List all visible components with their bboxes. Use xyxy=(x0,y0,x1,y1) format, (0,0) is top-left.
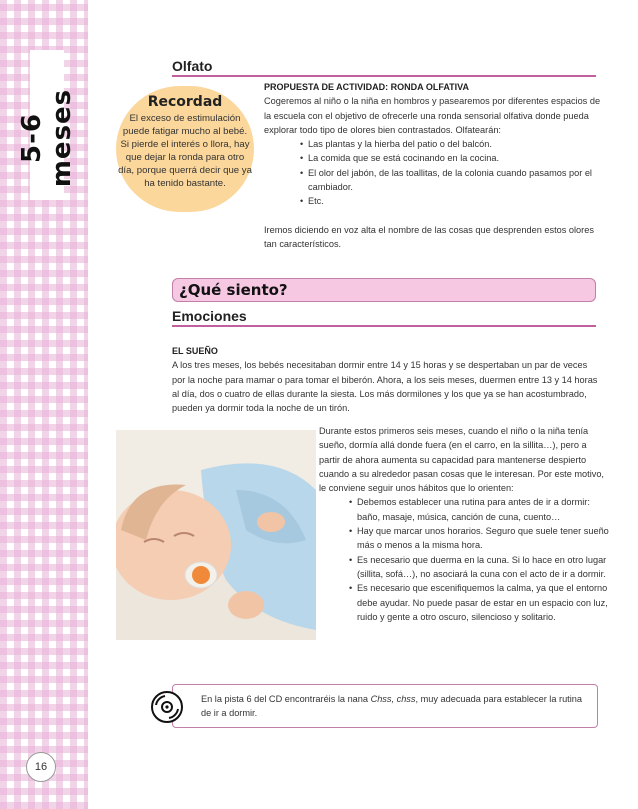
cd-note-box xyxy=(172,684,598,728)
list-item: • Hay que marcar unos horarios. Seguro que suele tener sueño más o menos a la misma hora. xyxy=(357,524,609,553)
age-tab xyxy=(17,50,77,200)
list-item: • La comida que se está cocinando en la cocina. xyxy=(308,151,604,165)
que-siento-banner xyxy=(172,278,596,302)
sleeping-baby-photo xyxy=(116,430,316,640)
age-label: 5-6 meses xyxy=(17,88,77,188)
list-item: • El olor del jabón, de las toallitas, de la colonia cuando pasamos por el cambiador. xyxy=(308,166,604,195)
list-item: • Es necesario que escenifiquemos la calma, ya que el entorno debe ayudar. No puede pasar de estar en un espacio con luz, ruido y gente a otro oscuro, silencioso y solitario. xyxy=(357,581,609,624)
list-item: • Etc. xyxy=(308,194,604,208)
page-number: 16 xyxy=(26,752,56,782)
recordad-callout xyxy=(116,86,254,212)
que-siento-title: ¿Qué siento? xyxy=(179,281,288,299)
activity-intro: Cogeremos al niño o la niña en hombros y pasearemos por diferentes espacios de la escuela con el objetivo de ofrecerle una ronda sensorial olfativa donde pueda explorar todo tipo de olores bien contrastados. Olfatearán: xyxy=(264,96,601,135)
sueno-block xyxy=(172,344,602,415)
activity-title: PROPUESTA DE ACTIVIDAD: RONDA OLFATIVA xyxy=(264,82,470,92)
durante-block xyxy=(319,424,609,624)
sueno-title: EL SUEÑO xyxy=(172,346,218,356)
durante-text: Durante estos primeros seis meses, cuando el niño o la niña tenía sueño, dormía allá donde fuera (en el carro, en la sillita…), pero a partir de ahora aumenta su capacidad para mantenerse despierto cuando a su alrededor pasan cosas que le interesan. Por este motivo, le conviene seguir unos hábitos que lo orienten: xyxy=(319,426,604,494)
emociones-heading: Emociones xyxy=(172,308,596,327)
list-item: • Es necesario que duerma en la cuna. Si lo hace en otro lugar (sillita, sofá…), no asociará la cuna con el acto de ir a dormir. xyxy=(357,553,609,582)
olfato-heading: Olfato xyxy=(172,58,596,77)
smell-list xyxy=(264,137,604,208)
habits-list xyxy=(319,495,609,624)
activity-block xyxy=(264,80,604,251)
list-item: • Debemos establecer una rutina para antes de ir a dormir: baño, masaje, música, canción de cuna, cuento… xyxy=(357,495,609,524)
cd-note-before: En la pista 6 del CD encontraréis la nana xyxy=(201,694,371,704)
recordad-text: El exceso de estimulación puede fatigar mucho al bebé. Si pierde el interés o llora, hay que dejar la ronda para otro día, porque querrá decir que ya ha tenido bastante. xyxy=(118,113,252,189)
sueno-text: A los tres meses, los bebés necesitaban dormir entre 14 y 15 horas y se despertaban un par de veces por la noche para mamar o para tomar el biberón. Ahora, a los seis meses, duermen entre 13 y 14 horas al día, dos o cuatro de ellas durante la siesta. Los más dormilones y los que ya se han acostumbrado, pueden ya dormir toda la noche de un tirón. xyxy=(172,360,598,414)
activity-closing: Iremos diciendo en voz alta el nombre de las cosas que desprenden estos olores tan característicos. xyxy=(264,224,594,249)
cd-note-after: , muy adecuada para establecer la rutina de ir a dormir. xyxy=(201,694,582,719)
cd-note xyxy=(201,692,591,721)
list-item: • Las plantas y la hierba del patio o del balcón. xyxy=(308,137,604,151)
cd-icon xyxy=(150,690,184,724)
recordad-title: Recordad xyxy=(147,94,223,110)
cd-song-title: Chss, chss xyxy=(370,694,416,704)
